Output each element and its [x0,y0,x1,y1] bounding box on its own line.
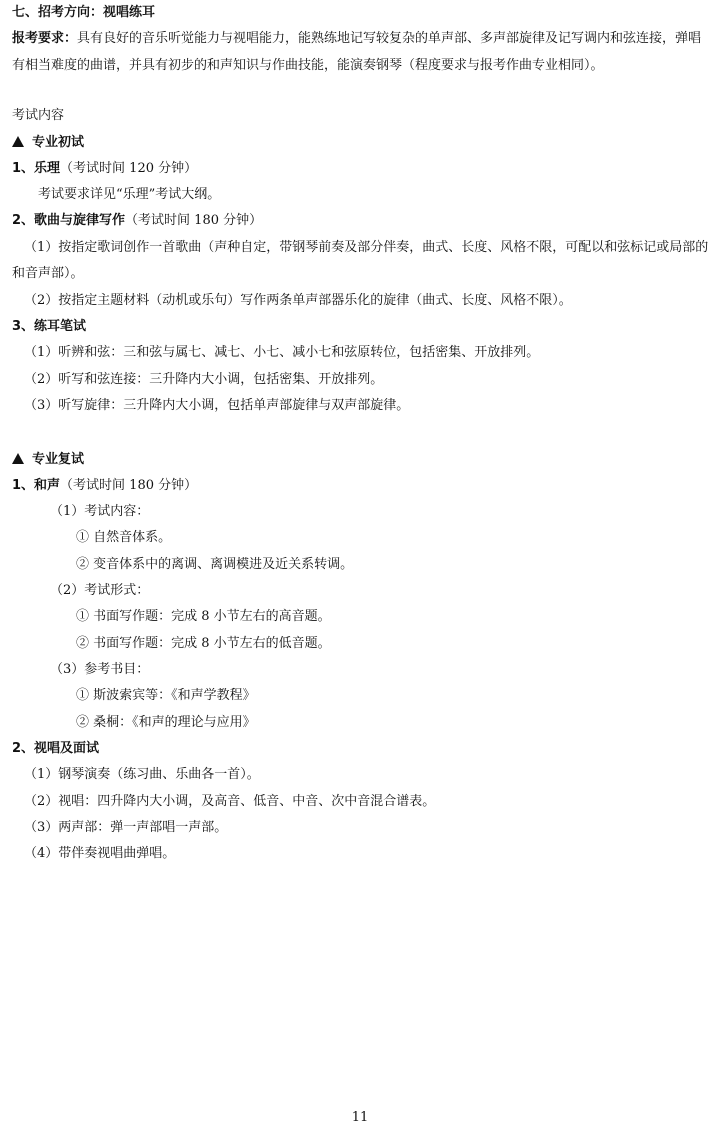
requirement-paragraph [12,25,712,79]
c1-item-a: ① 自然音体系。 [76,530,172,545]
section-heading: 七、招考方向：视唱练耳 [12,5,156,20]
prelim-subsection-1 [12,160,197,178]
page-number: 11 [351,1110,369,1125]
prelim-subsection-2 [12,212,262,230]
s3-title: 3、练耳笔试 [12,319,87,334]
retest-heading [12,451,84,469]
s2-item-1-line-1: （1）按指定歌词创作一首歌曲（声种自定，带钢琴前奏及部分伴奏，曲式、长度、风格不限，可配以和弦标记或局部的 [24,240,709,255]
prelim-title: 专业初试 [32,135,85,150]
s1-title: 1、乐理 [12,161,61,176]
c3-item-b: ② 桑桐：《和声的理论与应用》 [76,715,256,730]
v-item-4: （4）带伴奏视唱曲弹唱。 [24,846,176,861]
c1-item-b: ② 变音体系中的离调、离调模进及近关系转调。 [76,557,354,572]
h2-title: 2、视唱及面试 [12,741,100,756]
triangle-icon [12,136,24,147]
h1-time: （考试时间 180 分钟） [60,478,198,493]
v-item-3: （3）两声部：弹一声部唱一声部。 [24,820,228,835]
v-item-2: （2）视唱：四升降内大小调，及高音、低音、中音、次中音混合谱表。 [24,794,436,809]
retest-subsection-1 [12,477,197,495]
triangle-icon [12,453,24,464]
exam-content-heading: 考试内容 [12,108,65,123]
c1-heading: （1）考试内容： [50,504,150,519]
requirement-label: 报考要求： [12,31,78,46]
c3-item-a: ① 斯波索宾等：《和声学教程》 [76,688,256,703]
c2-item-b: ② 书面写作题：完成 8 小节左右的低音题。 [76,636,331,651]
c2-heading: （2）考试形式： [50,583,150,598]
s3-item-3: （3）听写旋律：三升降内大小调，包括单声部旋律与双声部旋律。 [24,398,410,413]
s2-item-2: （2）按指定主题材料（动机或乐句）写作两条单声部器乐化的旋律（曲式、长度、风格不限）。 [24,293,572,308]
prelim-heading [12,134,84,152]
requirement-text: 具有良好的音乐听觉能力与视唱能力，能熟练地记写较复杂的单声部、多声部旋律及记写调内和弦连接，弹唱有相当难度的曲谱，并具有初步的和声知识与作曲技能，能演奏钢琴（程度要求与报考作曲专业相同）。 [12,31,702,73]
s3-item-1: （1）听辨和弦：三和弦与属七、减七、小七、减小七和弦原转位，包括密集、开放排列。 [24,345,540,360]
s3-item-2: （2）听写和弦连接：三升降内大小调，包括密集、开放排列。 [24,372,384,387]
h1-title: 1、和声 [12,478,61,493]
v-item-1: （1）钢琴演奏（练习曲、乐曲各一首）。 [24,767,260,782]
s1-time: （考试时间 120 分钟） [60,161,198,176]
retest-title: 专业复试 [32,452,85,467]
s2-title: 2、歌曲与旋律写作 [12,213,126,228]
s2-time: （考试时间 180 分钟） [125,213,263,228]
s1-text: 考试要求详见“乐理”考试大纲。 [38,187,221,202]
s2-item-1-line-2: 和音声部）。 [12,266,84,281]
c3-heading: （3）参考书目： [50,662,150,677]
c2-item-a: ① 书面写作题：完成 8 小节左右的高音题。 [76,609,331,624]
